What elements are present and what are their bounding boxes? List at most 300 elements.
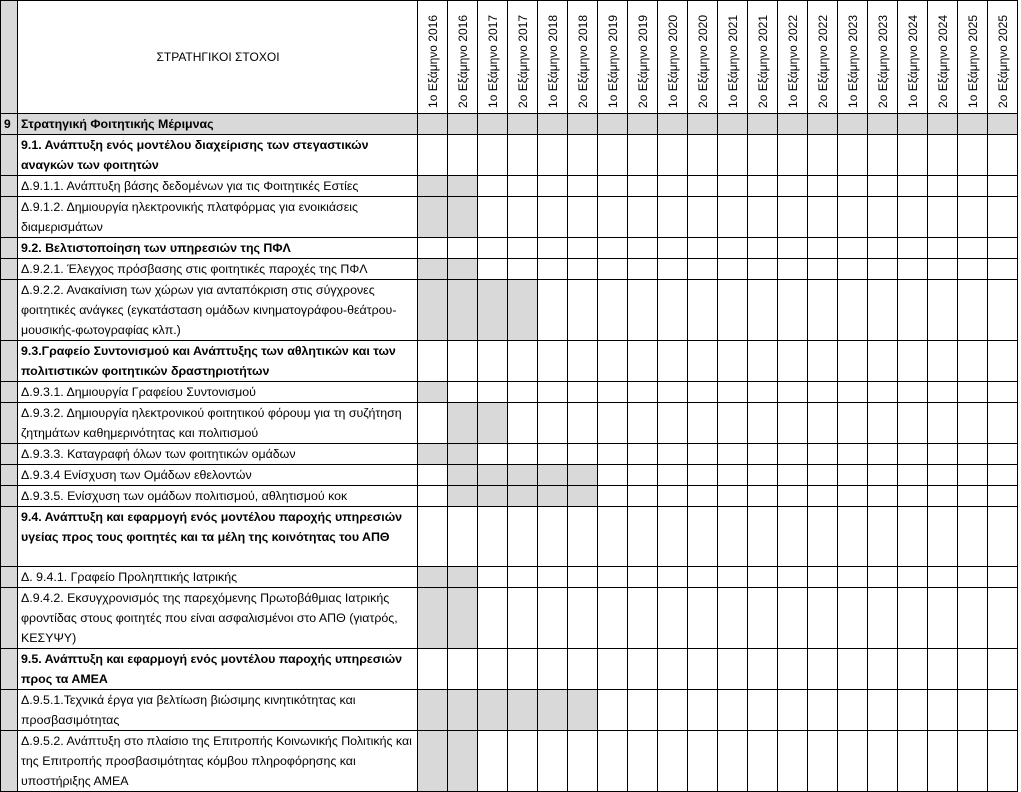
schedule-cell[interactable] xyxy=(658,197,688,238)
schedule-cell[interactable] xyxy=(868,486,898,507)
schedule-cell[interactable] xyxy=(658,176,688,197)
schedule-cell[interactable] xyxy=(868,238,898,259)
schedule-cell[interactable] xyxy=(748,465,778,486)
scheduled-cell[interactable] xyxy=(418,280,448,341)
schedule-cell[interactable] xyxy=(628,135,658,176)
schedule-cell[interactable] xyxy=(538,507,568,567)
schedule-cell[interactable] xyxy=(928,135,958,176)
schedule-cell[interactable] xyxy=(928,403,958,444)
schedule-cell[interactable] xyxy=(478,444,508,465)
schedule-cell[interactable] xyxy=(778,403,808,444)
schedule-cell[interactable] xyxy=(658,280,688,341)
schedule-cell[interactable] xyxy=(778,135,808,176)
schedule-cell[interactable] xyxy=(928,444,958,465)
row-number-cell[interactable] xyxy=(1,382,18,403)
schedule-cell[interactable] xyxy=(928,507,958,567)
row-number-cell[interactable] xyxy=(1,238,18,259)
schedule-cell[interactable] xyxy=(868,341,898,382)
schedule-cell[interactable] xyxy=(718,649,748,690)
schedule-cell[interactable] xyxy=(928,341,958,382)
schedule-cell[interactable] xyxy=(658,731,688,792)
schedule-cell[interactable] xyxy=(628,197,658,238)
schedule-cell[interactable] xyxy=(928,197,958,238)
schedule-cell[interactable] xyxy=(838,649,868,690)
schedule-cell[interactable] xyxy=(778,197,808,238)
schedule-cell[interactable] xyxy=(568,176,598,197)
schedule-cell[interactable] xyxy=(628,403,658,444)
schedule-cell[interactable] xyxy=(688,238,718,259)
schedule-cell[interactable] xyxy=(448,507,478,567)
goal-label-cell[interactable]: 9.4. Ανάπτυξη και εφαρμογή ενός μοντέλου παροχής υπηρεσιών υγείας προς τους φοιτητές και τα μέλη της κοινότητας του ΑΠΘ xyxy=(18,507,418,567)
scheduled-cell[interactable] xyxy=(418,567,448,588)
schedule-cell[interactable] xyxy=(538,197,568,238)
semester-header[interactable] xyxy=(568,1,598,114)
schedule-cell[interactable] xyxy=(958,341,988,382)
schedule-cell[interactable] xyxy=(928,238,958,259)
schedule-cell[interactable] xyxy=(868,135,898,176)
schedule-cell[interactable] xyxy=(868,507,898,567)
schedule-cell[interactable] xyxy=(688,649,718,690)
schedule-cell[interactable] xyxy=(628,259,658,280)
scheduled-cell[interactable] xyxy=(448,403,478,444)
schedule-cell[interactable] xyxy=(688,588,718,649)
schedule-cell[interactable] xyxy=(748,403,778,444)
schedule-cell[interactable] xyxy=(988,588,1018,649)
schedule-cell[interactable] xyxy=(658,465,688,486)
schedule-cell[interactable] xyxy=(928,486,958,507)
schedule-cell[interactable] xyxy=(628,567,658,588)
schedule-cell[interactable] xyxy=(718,280,748,341)
schedule-cell[interactable] xyxy=(928,114,958,135)
schedule-cell[interactable] xyxy=(808,197,838,238)
schedule-cell[interactable] xyxy=(688,197,718,238)
schedule-cell[interactable] xyxy=(628,382,658,403)
action-label-cell[interactable]: Δ.9.1.1. Ανάπτυξη βάσης δεδομένων για τις Φοιτητικές Εστίες xyxy=(18,176,418,197)
schedule-cell[interactable] xyxy=(958,259,988,280)
schedule-cell[interactable] xyxy=(628,176,658,197)
schedule-cell[interactable] xyxy=(718,197,748,238)
schedule-cell[interactable] xyxy=(988,114,1018,135)
schedule-cell[interactable] xyxy=(988,382,1018,403)
schedule-cell[interactable] xyxy=(958,444,988,465)
schedule-cell[interactable] xyxy=(538,280,568,341)
schedule-cell[interactable] xyxy=(898,486,928,507)
schedule-cell[interactable] xyxy=(868,444,898,465)
scheduled-cell[interactable] xyxy=(448,731,478,792)
scheduled-cell[interactable] xyxy=(568,690,598,731)
schedule-cell[interactable] xyxy=(898,690,928,731)
schedule-cell[interactable] xyxy=(628,690,658,731)
schedule-cell[interactable] xyxy=(628,444,658,465)
scheduled-cell[interactable] xyxy=(508,280,538,341)
scheduled-cell[interactable] xyxy=(448,444,478,465)
action-label-cell[interactable]: Δ.9.3.5. Ενίσχυση των ομάδων πολιτισμού, αθλητισμού κοκ xyxy=(18,486,418,507)
schedule-cell[interactable] xyxy=(508,507,538,567)
semester-header[interactable] xyxy=(928,1,958,114)
goal-label-cell[interactable]: 9.5. Ανάπτυξη και εφαρμογή ενός μοντέλου παροχής υπηρεσιών προς τα ΑΜΕΑ xyxy=(18,649,418,690)
schedule-cell[interactable] xyxy=(688,280,718,341)
semester-header[interactable] xyxy=(508,1,538,114)
action-label-cell[interactable]: Δ.9.4.2. Εκσυγχρονισμός της παρεχόμενης Πρωτοβάθμιας Ιατρικής φροντίδας στους φοιτητές που είναι ασφαλισμένοι στο ΑΠΘ (γιατρός, ΚΕΣΥΨΥ) xyxy=(18,588,418,649)
schedule-cell[interactable] xyxy=(598,486,628,507)
schedule-cell[interactable] xyxy=(478,197,508,238)
action-label-cell[interactable]: Δ.9.1.2. Δημιουργία ηλεκτρονικής πλατφόρμας για ενοικιάσεις διαμερισμάτων xyxy=(18,197,418,238)
schedule-cell[interactable] xyxy=(778,238,808,259)
schedule-cell[interactable] xyxy=(958,403,988,444)
schedule-cell[interactable] xyxy=(688,486,718,507)
scheduled-cell[interactable] xyxy=(448,197,478,238)
scheduled-cell[interactable] xyxy=(448,465,478,486)
row-number-cell[interactable]: 9 xyxy=(1,114,18,135)
schedule-cell[interactable] xyxy=(868,690,898,731)
scheduled-cell[interactable] xyxy=(538,465,568,486)
schedule-cell[interactable] xyxy=(718,176,748,197)
schedule-cell[interactable] xyxy=(628,731,658,792)
semester-header[interactable] xyxy=(718,1,748,114)
schedule-cell[interactable] xyxy=(658,649,688,690)
schedule-cell[interactable] xyxy=(928,259,958,280)
scheduled-cell[interactable] xyxy=(418,176,448,197)
schedule-cell[interactable] xyxy=(808,135,838,176)
schedule-cell[interactable] xyxy=(958,507,988,567)
schedule-cell[interactable] xyxy=(508,176,538,197)
schedule-cell[interactable] xyxy=(988,280,1018,341)
schedule-cell[interactable] xyxy=(628,507,658,567)
schedule-cell[interactable] xyxy=(988,176,1018,197)
schedule-cell[interactable] xyxy=(448,114,478,135)
schedule-cell[interactable] xyxy=(808,444,838,465)
schedule-cell[interactable] xyxy=(748,382,778,403)
schedule-cell[interactable] xyxy=(958,176,988,197)
schedule-cell[interactable] xyxy=(838,403,868,444)
row-number-cell[interactable] xyxy=(1,444,18,465)
schedule-cell[interactable] xyxy=(838,238,868,259)
schedule-cell[interactable] xyxy=(898,731,928,792)
schedule-cell[interactable] xyxy=(958,465,988,486)
schedule-cell[interactable] xyxy=(508,403,538,444)
schedule-cell[interactable] xyxy=(748,114,778,135)
schedule-cell[interactable] xyxy=(778,731,808,792)
semester-header[interactable] xyxy=(988,1,1018,114)
scheduled-cell[interactable] xyxy=(478,465,508,486)
schedule-cell[interactable] xyxy=(658,238,688,259)
scheduled-cell[interactable] xyxy=(448,486,478,507)
schedule-cell[interactable] xyxy=(418,486,448,507)
action-label-cell[interactable]: Δ.9.2.1. Έλεγχος πρόσβασης στις φοιτητικές παροχές της ΠΦΛ xyxy=(18,259,418,280)
goal-label-cell[interactable]: 9.3.Γραφείο Συντονισμού και Ανάπτυξης των αθλητικών και των πολιτιστικών φοιτητικών δραστηριοτήτων xyxy=(18,341,418,382)
schedule-cell[interactable] xyxy=(448,238,478,259)
semester-header[interactable] xyxy=(748,1,778,114)
schedule-cell[interactable] xyxy=(448,649,478,690)
schedule-cell[interactable] xyxy=(538,649,568,690)
schedule-cell[interactable] xyxy=(778,176,808,197)
schedule-cell[interactable] xyxy=(838,341,868,382)
schedule-cell[interactable] xyxy=(568,114,598,135)
schedule-cell[interactable] xyxy=(718,507,748,567)
schedule-cell[interactable] xyxy=(868,280,898,341)
goal-label-cell[interactable]: 9.2. Βελτιστοποίηση των υπηρεσιών της ΠΦΛ xyxy=(18,238,418,259)
schedule-cell[interactable] xyxy=(628,588,658,649)
schedule-cell[interactable] xyxy=(928,588,958,649)
schedule-cell[interactable] xyxy=(568,403,598,444)
schedule-cell[interactable] xyxy=(748,135,778,176)
schedule-cell[interactable] xyxy=(418,135,448,176)
row-number-cell[interactable] xyxy=(1,731,18,792)
schedule-cell[interactable] xyxy=(478,135,508,176)
schedule-cell[interactable] xyxy=(748,649,778,690)
schedule-cell[interactable] xyxy=(508,341,538,382)
scheduled-cell[interactable] xyxy=(508,465,538,486)
row-number-cell[interactable] xyxy=(1,135,18,176)
schedule-cell[interactable] xyxy=(718,259,748,280)
schedule-cell[interactable] xyxy=(808,690,838,731)
schedule-cell[interactable] xyxy=(838,588,868,649)
schedule-cell[interactable] xyxy=(958,238,988,259)
schedule-cell[interactable] xyxy=(988,238,1018,259)
schedule-cell[interactable] xyxy=(838,259,868,280)
schedule-cell[interactable] xyxy=(718,486,748,507)
schedule-cell[interactable] xyxy=(718,465,748,486)
schedule-cell[interactable] xyxy=(718,690,748,731)
scheduled-cell[interactable] xyxy=(418,259,448,280)
schedule-cell[interactable] xyxy=(688,259,718,280)
schedule-cell[interactable] xyxy=(868,259,898,280)
row-number-cell[interactable] xyxy=(1,280,18,341)
schedule-cell[interactable] xyxy=(928,280,958,341)
schedule-cell[interactable] xyxy=(898,444,928,465)
schedule-cell[interactable] xyxy=(988,690,1018,731)
schedule-cell[interactable] xyxy=(868,649,898,690)
schedule-cell[interactable] xyxy=(478,238,508,259)
semester-header[interactable] xyxy=(598,1,628,114)
row-number-cell[interactable] xyxy=(1,507,18,567)
schedule-cell[interactable] xyxy=(778,114,808,135)
schedule-cell[interactable] xyxy=(988,197,1018,238)
schedule-cell[interactable] xyxy=(988,444,1018,465)
schedule-cell[interactable] xyxy=(868,176,898,197)
row-number-cell[interactable] xyxy=(1,341,18,382)
schedule-cell[interactable] xyxy=(898,341,928,382)
schedule-cell[interactable] xyxy=(958,486,988,507)
semester-header[interactable] xyxy=(808,1,838,114)
semester-header[interactable] xyxy=(448,1,478,114)
schedule-cell[interactable] xyxy=(598,588,628,649)
schedule-cell[interactable] xyxy=(958,280,988,341)
schedule-cell[interactable] xyxy=(838,567,868,588)
schedule-cell[interactable] xyxy=(958,135,988,176)
schedule-cell[interactable] xyxy=(568,197,598,238)
semester-header[interactable] xyxy=(688,1,718,114)
schedule-cell[interactable] xyxy=(958,567,988,588)
schedule-cell[interactable] xyxy=(898,403,928,444)
schedule-cell[interactable] xyxy=(778,341,808,382)
schedule-cell[interactable] xyxy=(988,507,1018,567)
strategic-goals-header[interactable]: ΣΤΡΑΤΗΓΙΚΟΙ ΣΤΟΧΟΙ xyxy=(18,1,418,114)
schedule-cell[interactable] xyxy=(508,444,538,465)
schedule-cell[interactable] xyxy=(598,690,628,731)
schedule-cell[interactable] xyxy=(808,465,838,486)
schedule-cell[interactable] xyxy=(898,382,928,403)
schedule-cell[interactable] xyxy=(868,197,898,238)
schedule-cell[interactable] xyxy=(988,465,1018,486)
schedule-cell[interactable] xyxy=(748,197,778,238)
schedule-cell[interactable] xyxy=(718,588,748,649)
row-number-cell[interactable] xyxy=(1,690,18,731)
action-label-cell[interactable]: Δ.9.3.3. Καταγραφή όλων των φοιτητικών ομάδων xyxy=(18,444,418,465)
schedule-cell[interactable] xyxy=(568,135,598,176)
schedule-cell[interactable] xyxy=(688,382,718,403)
schedule-cell[interactable] xyxy=(898,259,928,280)
schedule-cell[interactable] xyxy=(598,444,628,465)
schedule-cell[interactable] xyxy=(838,382,868,403)
schedule-cell[interactable] xyxy=(898,567,928,588)
schedule-cell[interactable] xyxy=(838,135,868,176)
schedule-cell[interactable] xyxy=(808,382,838,403)
schedule-cell[interactable] xyxy=(418,238,448,259)
schedule-cell[interactable] xyxy=(958,382,988,403)
schedule-cell[interactable] xyxy=(898,197,928,238)
schedule-cell[interactable] xyxy=(748,731,778,792)
schedule-cell[interactable] xyxy=(838,444,868,465)
schedule-cell[interactable] xyxy=(928,176,958,197)
schedule-cell[interactable] xyxy=(568,382,598,403)
semester-header[interactable] xyxy=(958,1,988,114)
schedule-cell[interactable] xyxy=(538,382,568,403)
schedule-cell[interactable] xyxy=(898,135,928,176)
schedule-cell[interactable] xyxy=(508,731,538,792)
schedule-cell[interactable] xyxy=(418,341,448,382)
row-number-cell[interactable] xyxy=(1,567,18,588)
goal-label-cell[interactable]: 9.1. Ανάπτυξη ενός μοντέλου διαχείρισης των στεγαστικών αναγκών των φοιτητών xyxy=(18,135,418,176)
scheduled-cell[interactable] xyxy=(448,690,478,731)
schedule-cell[interactable] xyxy=(538,588,568,649)
schedule-cell[interactable] xyxy=(838,690,868,731)
schedule-cell[interactable] xyxy=(748,280,778,341)
scheduled-cell[interactable] xyxy=(448,588,478,649)
schedule-cell[interactable] xyxy=(898,507,928,567)
schedule-cell[interactable] xyxy=(778,465,808,486)
schedule-cell[interactable] xyxy=(778,444,808,465)
schedule-cell[interactable] xyxy=(808,567,838,588)
schedule-cell[interactable] xyxy=(628,114,658,135)
schedule-cell[interactable] xyxy=(988,567,1018,588)
schedule-cell[interactable] xyxy=(538,444,568,465)
row-number-cell[interactable] xyxy=(1,176,18,197)
schedule-cell[interactable] xyxy=(718,238,748,259)
schedule-cell[interactable] xyxy=(568,341,598,382)
schedule-cell[interactable] xyxy=(568,280,598,341)
schedule-cell[interactable] xyxy=(508,259,538,280)
schedule-cell[interactable] xyxy=(898,588,928,649)
schedule-cell[interactable] xyxy=(598,567,628,588)
schedule-cell[interactable] xyxy=(808,731,838,792)
schedule-cell[interactable] xyxy=(598,731,628,792)
schedule-cell[interactable] xyxy=(778,649,808,690)
schedule-cell[interactable] xyxy=(628,238,658,259)
schedule-cell[interactable] xyxy=(748,259,778,280)
schedule-cell[interactable] xyxy=(598,465,628,486)
schedule-cell[interactable] xyxy=(418,507,448,567)
scheduled-cell[interactable] xyxy=(448,567,478,588)
row-number-header[interactable] xyxy=(1,1,18,114)
semester-header[interactable] xyxy=(898,1,928,114)
schedule-cell[interactable] xyxy=(478,259,508,280)
schedule-cell[interactable] xyxy=(988,649,1018,690)
schedule-cell[interactable] xyxy=(778,567,808,588)
schedule-cell[interactable] xyxy=(898,465,928,486)
schedule-cell[interactable] xyxy=(508,114,538,135)
schedule-cell[interactable] xyxy=(478,567,508,588)
schedule-cell[interactable] xyxy=(568,238,598,259)
schedule-cell[interactable] xyxy=(688,176,718,197)
semester-header[interactable] xyxy=(778,1,808,114)
action-label-cell[interactable]: Δ.9.2.2. Ανακαίνιση των χώρων για ανταπόκριση στις σύγχρονες φοιτητικές ανάγκες (εγκατάσταση ομάδων κινηματογράφου-θεάτρου-μουσικής-φωτογραφίας κλπ.) xyxy=(18,280,418,341)
schedule-cell[interactable] xyxy=(628,486,658,507)
schedule-cell[interactable] xyxy=(418,403,448,444)
schedule-cell[interactable] xyxy=(748,341,778,382)
schedule-cell[interactable] xyxy=(598,341,628,382)
schedule-cell[interactable] xyxy=(808,486,838,507)
schedule-cell[interactable] xyxy=(688,403,718,444)
schedule-cell[interactable] xyxy=(898,238,928,259)
scheduled-cell[interactable] xyxy=(448,176,478,197)
schedule-cell[interactable] xyxy=(898,280,928,341)
schedule-cell[interactable] xyxy=(628,341,658,382)
schedule-cell[interactable] xyxy=(688,507,718,567)
schedule-cell[interactable] xyxy=(838,486,868,507)
row-number-cell[interactable] xyxy=(1,465,18,486)
schedule-cell[interactable] xyxy=(658,486,688,507)
schedule-cell[interactable] xyxy=(688,135,718,176)
schedule-cell[interactable] xyxy=(778,259,808,280)
schedule-cell[interactable] xyxy=(838,197,868,238)
schedule-cell[interactable] xyxy=(598,382,628,403)
schedule-cell[interactable] xyxy=(808,259,838,280)
schedule-cell[interactable] xyxy=(988,731,1018,792)
schedule-cell[interactable] xyxy=(868,382,898,403)
schedule-cell[interactable] xyxy=(448,135,478,176)
action-label-cell[interactable]: Δ.9.5.2. Ανάπτυξη στο πλαίσιο της Επιτροπής Κοινωνικής Πολιτικής και της Επιτροπής προσβασιμότητας κόμβου πληροφόρησης και υποστήριξης ΑΜΕΑ xyxy=(18,731,418,792)
schedule-cell[interactable] xyxy=(808,403,838,444)
schedule-cell[interactable] xyxy=(838,731,868,792)
scheduled-cell[interactable] xyxy=(538,486,568,507)
schedule-cell[interactable] xyxy=(688,444,718,465)
semester-header[interactable] xyxy=(478,1,508,114)
schedule-cell[interactable] xyxy=(538,238,568,259)
schedule-cell[interactable] xyxy=(508,238,538,259)
semester-header[interactable] xyxy=(868,1,898,114)
schedule-cell[interactable] xyxy=(508,135,538,176)
row-number-cell[interactable] xyxy=(1,649,18,690)
schedule-cell[interactable] xyxy=(748,176,778,197)
semester-header[interactable] xyxy=(418,1,448,114)
schedule-cell[interactable] xyxy=(778,382,808,403)
schedule-cell[interactable] xyxy=(808,238,838,259)
schedule-cell[interactable] xyxy=(478,731,508,792)
scheduled-cell[interactable] xyxy=(478,690,508,731)
scheduled-cell[interactable] xyxy=(418,690,448,731)
schedule-cell[interactable] xyxy=(988,341,1018,382)
schedule-cell[interactable] xyxy=(808,176,838,197)
schedule-cell[interactable] xyxy=(658,444,688,465)
schedule-cell[interactable] xyxy=(808,114,838,135)
schedule-cell[interactable] xyxy=(508,197,538,238)
schedule-cell[interactable] xyxy=(988,486,1018,507)
schedule-cell[interactable] xyxy=(688,567,718,588)
schedule-cell[interactable] xyxy=(928,731,958,792)
schedule-cell[interactable] xyxy=(418,649,448,690)
schedule-cell[interactable] xyxy=(718,341,748,382)
